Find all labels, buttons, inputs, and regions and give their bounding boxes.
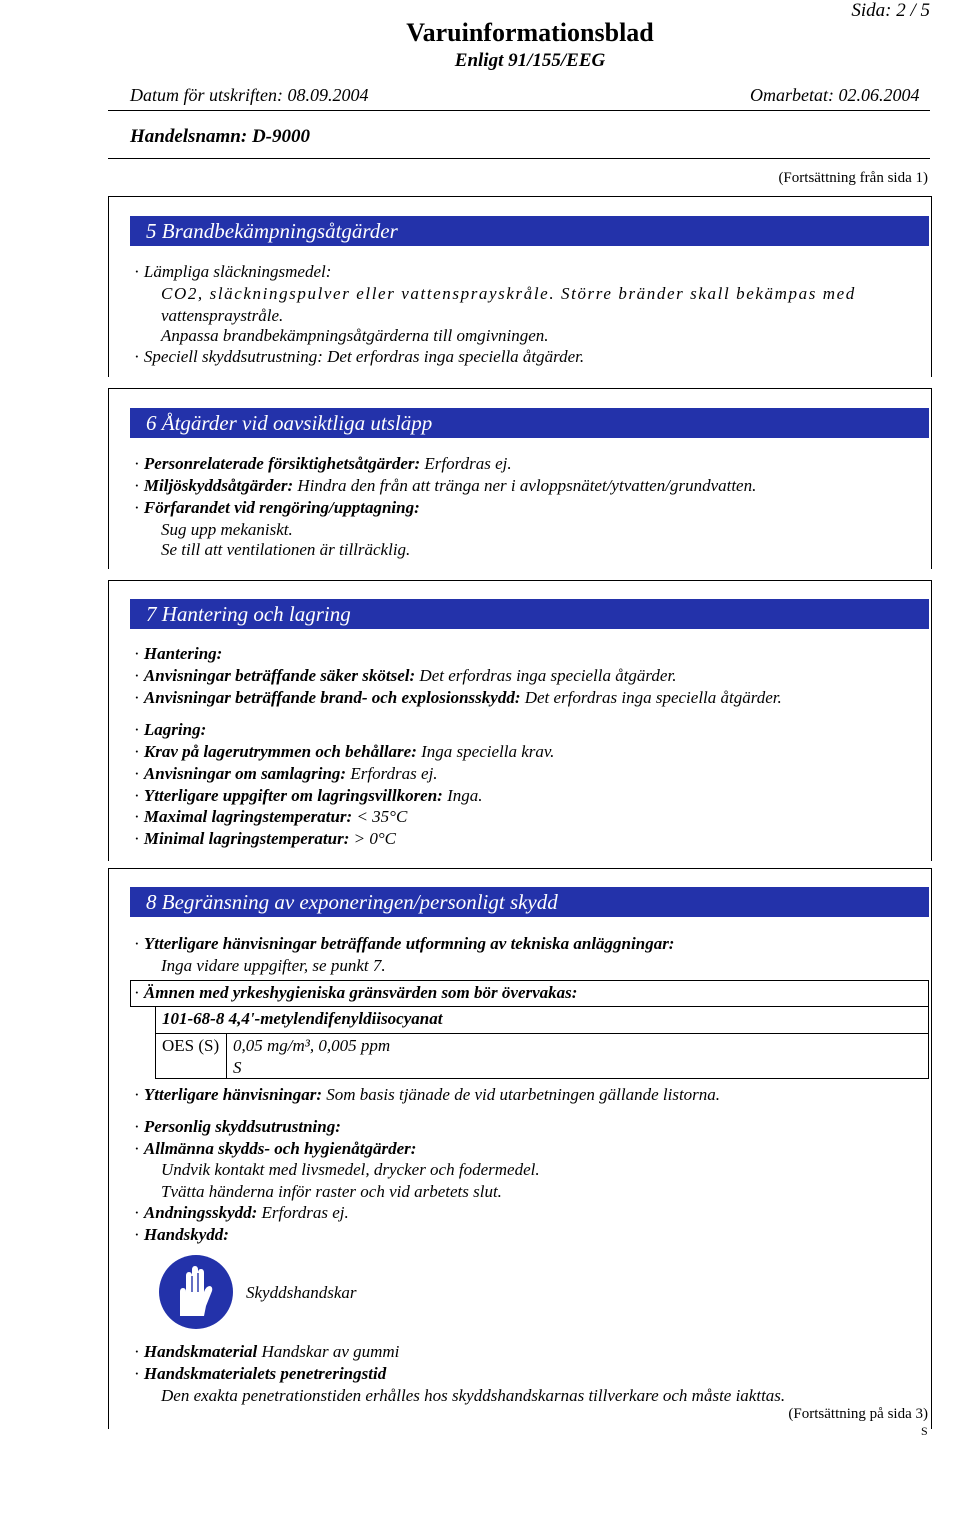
s7-line: · Anvisningar beträffande säker skötsel: Det erfordras inga speciella åtgärder.: [134, 666, 677, 685]
exposure-cell-divider: [226, 1034, 227, 1079]
header-divider: [108, 110, 930, 111]
page-number: Sida: 2 / 5: [851, 0, 930, 21]
s8-line: · Allmänna skydds- och hygienåtgärder:: [134, 1139, 417, 1158]
s8-line: · Handskmaterial Handskar av gummi: [134, 1342, 400, 1361]
s8-line: · Ytterligare hänvisningar beträffande utformning av tekniska anläggningar:: [134, 934, 675, 953]
s6-line: · Miljöskyddsåtgärder: Hindra den från att tränga ner i avloppsnätet/ytvatten/grundvatten.: [134, 476, 757, 495]
s5-line: · Lämpliga släckningsmedel:: [134, 262, 332, 281]
exposure-table-title: · Ämnen med yrkeshygieniska gränsvärden som bör övervakas:: [134, 983, 578, 1002]
s7-line: · Ytterligare uppgifter om lagringsvillkoren: Inga.: [134, 786, 483, 805]
glove-icon: [158, 1254, 234, 1330]
header-divider: [108, 158, 930, 159]
s8-line: · Handskmaterialets penetreringstid: [134, 1364, 387, 1383]
continued-from: (Fortsättning från sida 1): [778, 170, 928, 186]
glove-caption: Skyddshandskar: [246, 1283, 357, 1302]
s8-line: · Handskydd:: [134, 1225, 229, 1244]
s7-line: · Hantering:: [134, 644, 223, 663]
document-title: Varuinformationsblad: [406, 18, 654, 47]
s5-line: · Speciell skyddsutrustning: Det erfordras inga speciella åtgärder.: [134, 347, 585, 366]
continued-to: (Fortsättning på sida 3): [788, 1406, 928, 1422]
s7-line: · Krav på lagerutrymmen och behållare: Inga speciella krav.: [134, 742, 555, 761]
section-7-heading: 7 Hantering och lagring: [130, 599, 929, 629]
s5-line: CO2, släckningspulver eller vattensprayskråle. Större bränder skall bekämpas med: [161, 284, 856, 303]
s8-line: Den exakta penetrationstiden erhålles hos skyddshandskarnas tillverkare och måste iakttas.: [161, 1386, 786, 1405]
section-8-heading: 8 Begränsning av exponeringen/personligt skydd: [130, 887, 929, 917]
s6-line: Sug upp mekaniskt.: [161, 520, 293, 539]
s7-line: · Anvisningar beträffande brand- och explosionsskydd: Det erfordras inga speciella åtgärder.: [134, 688, 782, 707]
s8-line: · Andningsskydd: Erfordras ej.: [134, 1203, 349, 1222]
revised-date: Omarbetat: 02.06.2004: [750, 85, 920, 105]
s7-line: · Anvisningar om samlagring: Erfordras ej.: [134, 764, 438, 783]
s8-line: · Ytterligare hänvisningar: Som basis tjänade de vid utarbetningen gällande listorna.: [134, 1085, 721, 1104]
s8-line: Undvik kontakt med livsmedel, drycker och fodermedel.: [161, 1160, 540, 1179]
document-subtitle: Enligt 91/155/EEG: [454, 50, 606, 71]
s8-line: · Personlig skyddsutrustning:: [134, 1117, 341, 1136]
s6-line: · Personrelaterade försiktighetsåtgärder: Erfordras ej.: [134, 454, 512, 473]
s7-line: · Maximal lagringstemperatur: < 35°C: [134, 807, 408, 826]
s5-line: vattenspraystråle.: [161, 306, 284, 325]
s6-line: · Förfarandet vid rengöring/upptagning:: [134, 498, 420, 517]
exposure-substance: 101-68-8 4,4'-metylendifenyldiisocyanat: [162, 1009, 443, 1028]
s8-line: Inga vidare uppgifter, se punkt 7.: [161, 956, 386, 975]
trade-name: Handelsnamn: D-9000: [130, 126, 310, 147]
s8-line: Tvätta händerna inför raster och vid arbetets slut.: [161, 1182, 502, 1201]
section-6-heading: 6 Åtgärder vid oavsiktliga utsläpp: [130, 408, 929, 438]
s5-line: Anpassa brandbekämpningsåtgärderna till omgivningen.: [161, 326, 549, 345]
footer-mark: S: [921, 1424, 928, 1438]
s6-line: Se till att ventilationen är tillräcklig.: [161, 540, 411, 559]
exposure-value: 0,05 mg/m³, 0,005 ppm: [233, 1036, 391, 1055]
exposure-type: OES (S): [162, 1036, 220, 1055]
print-date: Datum för utskriften: 08.09.2004: [130, 85, 369, 105]
exposure-note: S: [233, 1058, 242, 1077]
section-5-heading: 5 Brandbekämpningsåtgärder: [130, 216, 929, 246]
s7-line: · Lagring:: [134, 720, 207, 739]
s7-line: · Minimal lagringstemperatur: > 0°C: [134, 829, 396, 848]
